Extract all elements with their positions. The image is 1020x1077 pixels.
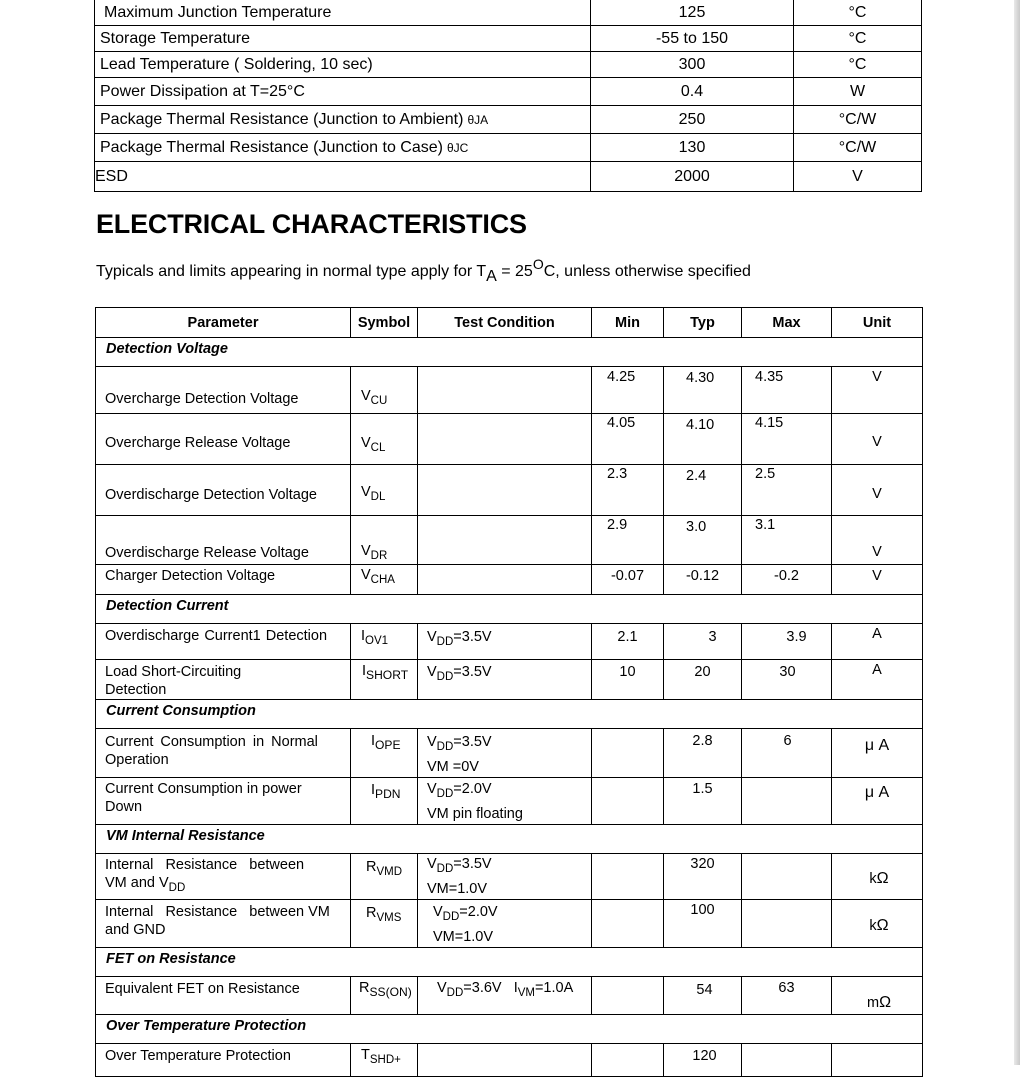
col-header-parameter: Parameter [96,308,351,338]
rating-unit: °C [794,52,922,78]
cond-line [427,732,591,757]
symbol-cell [351,853,418,899]
cond-letter: V [433,903,443,920]
min-value: 4.05 [592,414,664,465]
cond-value: =3.5V [453,734,492,750]
table-row [96,565,923,595]
rating-value: 130 [591,134,794,162]
param-name [96,660,351,700]
header-row [96,308,923,338]
symbol-letter: I [371,781,376,798]
cond-line: VM=1.0V [433,928,494,945]
param-line: Operation [105,752,169,768]
max-value [742,777,832,824]
cond-sub: VM [517,986,535,999]
category-row [96,947,923,976]
table-row [96,729,923,778]
condition-cell [418,729,592,778]
cond-value: =2.0V [459,903,498,920]
symbol-letter: I [362,663,367,679]
condition-cell [418,624,592,660]
typ-value: 3 [664,624,742,660]
category-row [96,1014,923,1043]
rating-parameter [95,134,591,162]
table-row [95,78,922,106]
cond-line: VM pin floating [427,805,523,822]
cond-sub: DD [446,986,464,999]
param-name [96,853,351,899]
symbol-sub: SHD+ [369,1053,401,1066]
typ-value: 1.5 [664,777,742,824]
unit-value: V [832,414,923,465]
table-row [96,367,923,414]
table-row [96,465,923,516]
min-value [592,729,664,778]
cond-value: =2.0V [453,780,492,797]
max-value: -0.2 [742,565,832,595]
cond-sub: DD [436,862,454,875]
table-row [96,777,923,824]
min-value [592,976,664,1014]
unit-value: V [832,565,923,595]
symbol-letter: R [359,979,370,996]
col-header-typ: Typ [664,308,742,338]
typ-value: 4.10 [664,414,742,465]
param-line: Current Consumption in Normal [105,734,318,750]
max-value: 6 [742,729,832,778]
ohm-symbol: Ω [876,869,889,887]
min-value: 2.9 [592,516,664,565]
unit-value [832,1043,923,1076]
col-header-unit: Unit [832,308,923,338]
symbol-cell [351,565,418,595]
page-edge [1014,0,1020,1065]
table-row [96,853,923,899]
condition-cell [418,516,592,565]
col-header-condition: Test Condition [418,308,592,338]
typ-value: 120 [664,1043,742,1076]
param-name: Overdischarge Release Voltage [96,516,351,565]
note-sup: O [532,256,544,272]
rating-unit: °C [794,26,922,52]
symbol-letter: R [366,904,377,921]
symbol-cell [351,624,418,660]
cond-line [427,854,591,879]
typ-value: 20 [664,660,742,700]
max-value: 4.35 [742,367,832,414]
symbol-sub: CHA [370,573,395,586]
symbol-letter: V [361,435,371,451]
param-line: Internal Resistance between [105,856,305,873]
param-line: Internal Resistance between VM [105,903,330,920]
symbol-cell [351,899,418,947]
condition-cell [418,465,592,516]
ohm-symbol: Ω [876,916,889,934]
param-sub: DD [168,881,186,894]
table-row [96,414,923,465]
condition-cell [418,660,592,700]
table-row [95,52,922,78]
symbol-cell [351,777,418,824]
category-label: FET on Resistance [96,947,923,976]
symbol-cell [351,729,418,778]
param-line: and GND [105,921,166,938]
typ-value: 2.4 [664,465,742,516]
min-value: 2.1 [592,624,664,660]
col-header-symbol: Symbol [351,308,418,338]
param-name: Over Temperature Protection [96,1043,351,1076]
symbol-letter: V [361,484,371,500]
min-value [592,1043,664,1076]
category-label: VM Internal Resistance [96,824,923,853]
symbol-sub: OPE [375,737,401,752]
section-title: ELECTRICAL CHARACTERISTICS [96,209,527,239]
cond-letter: V [427,780,437,797]
ohm-symbol: Ω [879,993,892,1011]
cond-sub: DD [436,787,454,800]
symbol-letter: T [361,1046,370,1063]
cond-value: =1.0A [534,979,574,996]
param-name [96,729,351,778]
param-name: Overdischarge Detection Voltage [96,465,351,516]
max-value [742,853,832,899]
cond-value: =3.5V [453,629,492,645]
rating-parameter-text: Package Thermal Resistance (Junction to Ambient) [100,110,464,128]
param-line: Detection [105,682,167,698]
condition-cell [418,414,592,465]
table-row [95,134,922,162]
cond-line: VM =0V [427,758,479,775]
rating-value: 2000 [591,162,794,192]
symbol-sub: SHORT [366,667,409,682]
col-header-max: Max [742,308,832,338]
param-name: Overcharge Detection Voltage [96,367,351,414]
condition-cell [418,777,592,824]
cond-letter: V [427,664,437,680]
min-value [592,899,664,947]
typ-value: 3.0 [664,516,742,565]
unit-value: μ A [832,777,923,824]
category-label: Current Consumption [96,700,923,729]
table-row [96,660,923,700]
cond-line: VM=1.0V [427,880,488,897]
cond-letter: I [513,979,518,996]
param-name: Equivalent FET on Resistance [96,976,351,1014]
table-row [96,516,923,565]
rating-value: 300 [591,52,794,78]
note-text: = 25 [496,263,533,280]
cond-sub: DD [436,670,454,683]
param-line: Load Short-Circuiting [105,664,242,680]
param-text: VM and V [105,874,169,891]
unit-value: V [832,516,923,565]
symbol-sub: OV1 [365,634,389,647]
condition-cell [418,976,592,1014]
symbol-cell [351,1043,418,1076]
symbol-cell [351,660,418,700]
rating-value: -55 to 150 [591,26,794,52]
rating-unit: W [794,78,922,106]
max-value: 63 [742,976,832,1014]
unit-value [832,853,923,899]
cond-value: =3.5V [453,664,492,680]
unit-prefix: m [866,994,880,1011]
cond-value: =3.5V [453,855,492,872]
condition-cell [418,565,592,595]
unit-value: A [832,660,923,700]
symbol-cell [351,976,418,1014]
max-value: 4.15 [742,414,832,465]
note-text: Typicals and limits appearing in normal type apply for T [96,263,487,280]
category-row [96,338,923,367]
cond-sub: DD [442,910,460,923]
max-value [742,899,832,947]
symbol-letter: V [361,567,371,583]
cond-sub: DD [436,635,454,648]
rating-parameter: Maximum Junction Temperature [95,0,591,26]
rating-unit: V [794,162,922,192]
condition-cell [418,1043,592,1076]
table-row [95,0,922,26]
max-value: 30 [742,660,832,700]
unit-value: A [832,624,923,660]
typ-value: 2.8 [664,729,742,778]
symbol-sub: DL [370,490,386,503]
cond-letter: V [437,979,447,996]
conditions-note [96,256,751,286]
param-name: Overdischarge Current1 Detection [96,624,351,660]
symbol-sub: CU [370,395,388,407]
category-row [96,824,923,853]
param-name [96,777,351,824]
rating-value: 250 [591,106,794,134]
symbol-letter: V [361,388,371,405]
absolute-ratings-table [94,0,922,192]
rating-unit: °C [794,0,922,26]
condition-cell [418,367,592,414]
rating-unit: °C/W [794,106,922,134]
rating-value: 0.4 [591,78,794,106]
cond-sub: DD [436,740,454,753]
unit-prefix: k [869,870,877,887]
category-label: Over Temperature Protection [96,1014,923,1043]
typ-value: 320 [664,853,742,899]
param-line [105,874,350,897]
symbol-letter: R [366,858,377,875]
cond-value: =3.6V [463,979,514,996]
condition-cell [418,899,592,947]
param-name: Overcharge Release Voltage [96,414,351,465]
symbol-letter: V [361,543,371,560]
cond-letter: V [427,855,437,872]
min-value: 4.25 [592,367,664,414]
rating-parameter: Lead Temperature ( Soldering, 10 sec) [95,52,591,78]
symbol-letter: I [361,628,366,644]
symbol-sub: DR [370,550,388,562]
note-text: C, unless otherwise specified [543,263,751,280]
max-value: 2.5 [742,465,832,516]
category-label: Detection Current [96,595,923,624]
category-label: Detection Voltage [96,338,923,367]
note-sub: A [486,268,497,285]
rating-parameter: ESD [95,162,591,192]
max-value: 3.9 [742,624,832,660]
cond-line [427,779,591,804]
category-row [96,700,923,729]
cond-letter: V [427,734,437,750]
param-name: Charger Detection Voltage [96,565,351,595]
symbol-cell [351,516,418,565]
rating-parameter-text: Package Thermal Resistance (Junction to Case) [100,138,443,156]
unit-value: μ A [832,729,923,778]
table-row [95,162,922,192]
rating-unit: °C/W [794,134,922,162]
max-value [742,1043,832,1076]
param-name [96,899,351,947]
table-row [96,899,923,947]
theta-jc-symbol: θJC [446,140,469,155]
min-value: -0.07 [592,565,664,595]
table-row [96,624,923,660]
typ-value: -0.12 [664,565,742,595]
param-line: Down [105,798,143,815]
symbol-letter: I [371,733,376,749]
table-row [96,976,923,1014]
cond-letter: V [427,629,437,645]
rating-value: 125 [591,0,794,26]
symbol-cell [351,367,418,414]
condition-cell [418,853,592,899]
rating-parameter: Storage Temperature [95,26,591,52]
symbol-sub: CL [370,441,386,454]
category-row [96,595,923,624]
theta-ja-symbol: θJA [467,112,489,127]
max-value: 3.1 [742,516,832,565]
min-value: 10 [592,660,664,700]
symbol-sub: PDN [375,786,401,801]
unit-value [832,976,923,1014]
typ-value: 100 [664,899,742,947]
table-row [96,1043,923,1076]
cond-line [433,902,591,927]
symbol-sub: SS(ON) [369,984,412,999]
electrical-characteristics-table [95,307,923,1077]
table-row [95,106,922,134]
min-value [592,777,664,824]
unit-prefix: k [869,917,877,934]
rating-parameter [95,106,591,134]
rating-parameter: Power Dissipation at T=25°C [95,78,591,106]
min-value: 2.3 [592,465,664,516]
unit-value: V [832,465,923,516]
typ-value: 4.30 [664,367,742,414]
symbol-sub: VMS [376,911,402,924]
param-line: Current Consumption in power [105,780,302,797]
symbol-cell [351,465,418,516]
typ-value: 54 [664,976,742,1014]
unit-value [832,899,923,947]
symbol-cell [351,414,418,465]
min-value [592,853,664,899]
table-row [95,26,922,52]
symbol-sub: VMD [376,865,403,878]
col-header-min: Min [592,308,664,338]
unit-value: V [832,367,923,414]
